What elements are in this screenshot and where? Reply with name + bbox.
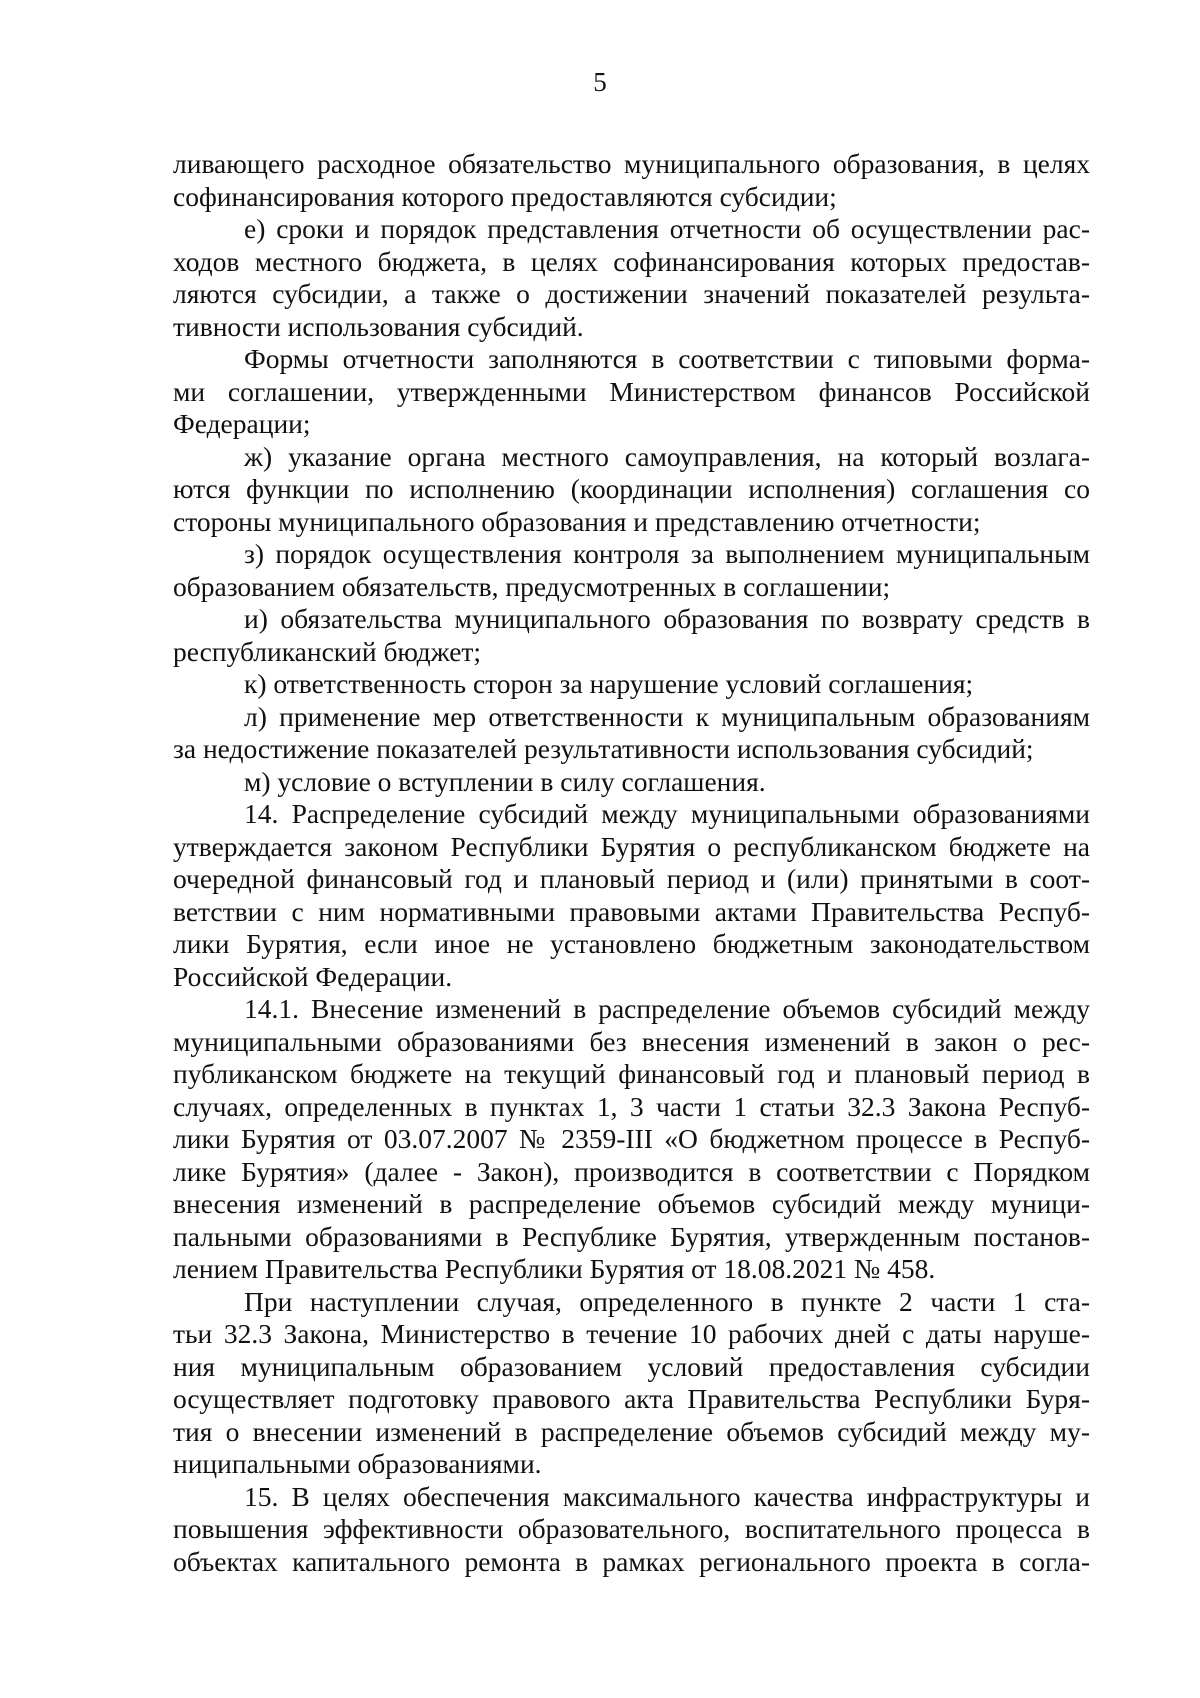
text-line: осуществляет подготовку правового акта Правительства Республики Буря-: [173, 1383, 1090, 1414]
text-line: и) обязательства муниципального образования по возврату средств в: [244, 603, 1090, 634]
page-number: 5: [593, 67, 607, 97]
text-line: публиканском бюджете на текущий финансовый год и плановый период в: [173, 1058, 1090, 1089]
text-line: лением Правительства Республики Бурятия от 18.08.2021 № 458.: [173, 1253, 936, 1284]
text-line: ми соглашении, утвержденными Министерством финансов Российской: [173, 375, 1090, 407]
text-line: лике Бурятия» (далее - Закон), производится в соответствии с Порядком: [173, 1155, 1090, 1187]
text-line: ж) указание органа местного самоуправления, на который возлага-: [244, 440, 1090, 472]
text-line: Российской Федерации.: [173, 960, 453, 992]
text-line: ния муниципальным образованием условий предоставления субсидии: [173, 1350, 1090, 1382]
text-line: Формы отчетности заполняются в соответствии с типовыми форма-: [244, 343, 1090, 374]
text-line: тьи 32.3 Закона, Министерство в течение 10 рабочих дней с даты наруше-: [173, 1318, 1090, 1349]
text-line: 14. Распределение субсидий между муниципальными образованиями: [244, 798, 1090, 829]
text-line: з) порядок осуществления контроля за выполнением муниципальным: [244, 538, 1090, 569]
text-line: образованием обязательств, предусмотренных в соглашении;: [173, 570, 891, 602]
text-line: за недостижение показателей результативности использования субсидий;: [173, 733, 1034, 764]
text-line: утверждается законом Республики Бурятия о республиканском бюджете на: [173, 830, 1090, 862]
text-line: лики Бурятия от 03.07.2007 № 2359-III «О бюджетном процессе в Респуб-: [173, 1123, 1090, 1154]
text-line: лики Бурятия, если иное не установлено бюджетным законодательством: [173, 928, 1090, 959]
text-line: тия о внесении изменений в распределение объемов субсидий между му-: [173, 1415, 1090, 1447]
text-line: ются функции по исполнению (координации исполнения) соглашения со: [173, 473, 1090, 504]
text-line: 15. В целях обеспечения максимального качества инфраструктуры и: [244, 1480, 1090, 1512]
text-line: е) сроки и порядок представления отчетности об осуществлении рас-: [244, 213, 1090, 244]
text-line: ходов местного бюджета, в целях софинансирования которых предостав-: [173, 245, 1090, 277]
text-line: муниципальными образованиями без внесения изменений в закон о рес-: [173, 1025, 1090, 1057]
text-line: л) применение мер ответственности к муниципальным образованиям: [244, 700, 1090, 732]
body-text: [173, 148, 1090, 1578]
text-line: пальными образованиями в Республике Бурятия, утвержденным постанов-: [173, 1220, 1090, 1252]
text-line: к) ответственность сторон за нарушение условий соглашения;: [244, 668, 974, 699]
text-line: ляются субсидии, а также о достижении значений показателей результа-: [173, 278, 1090, 309]
text-line: ливающего расходное обязательство муниципального образования, в целях: [173, 148, 1090, 179]
text-line: м) условие о вступлении в силу соглашения.: [244, 765, 766, 797]
text-line: ниципальными образованиями.: [173, 1448, 542, 1479]
text-line: внесения изменений в распределение объемов субсидий между муници-: [173, 1188, 1090, 1219]
text-line: случаях, определенных в пунктах 1, 3 части 1 статьи 32.3 Закона Респуб-: [173, 1090, 1090, 1122]
text-line: софинансирования которого предоставляются субсидии;: [173, 180, 837, 212]
text-line: 14.1. Внесение изменений в распределение объемов субсидий между: [244, 993, 1090, 1024]
text-line: ветствии с ним нормативными правовыми актами Правительства Респуб-: [173, 895, 1090, 927]
text-line: стороны муниципального образования и представлению отчетности;: [173, 505, 981, 537]
text-line: повышения эффективности образовательного, воспитательного процесса в: [173, 1513, 1090, 1544]
text-line: При наступлении случая, определенного в пункте 2 части 1 ста-: [244, 1285, 1090, 1317]
text-line: объектах капитального ремонта в рамках регионального проекта в согла-: [173, 1545, 1090, 1577]
text-line: тивности использования субсидий.: [173, 310, 584, 342]
text-line: очередной финансовый год и плановый период и (или) принятыми в соот-: [173, 863, 1090, 894]
text-line: республиканский бюджет;: [173, 635, 482, 667]
text-line: Федерации;: [173, 408, 311, 439]
